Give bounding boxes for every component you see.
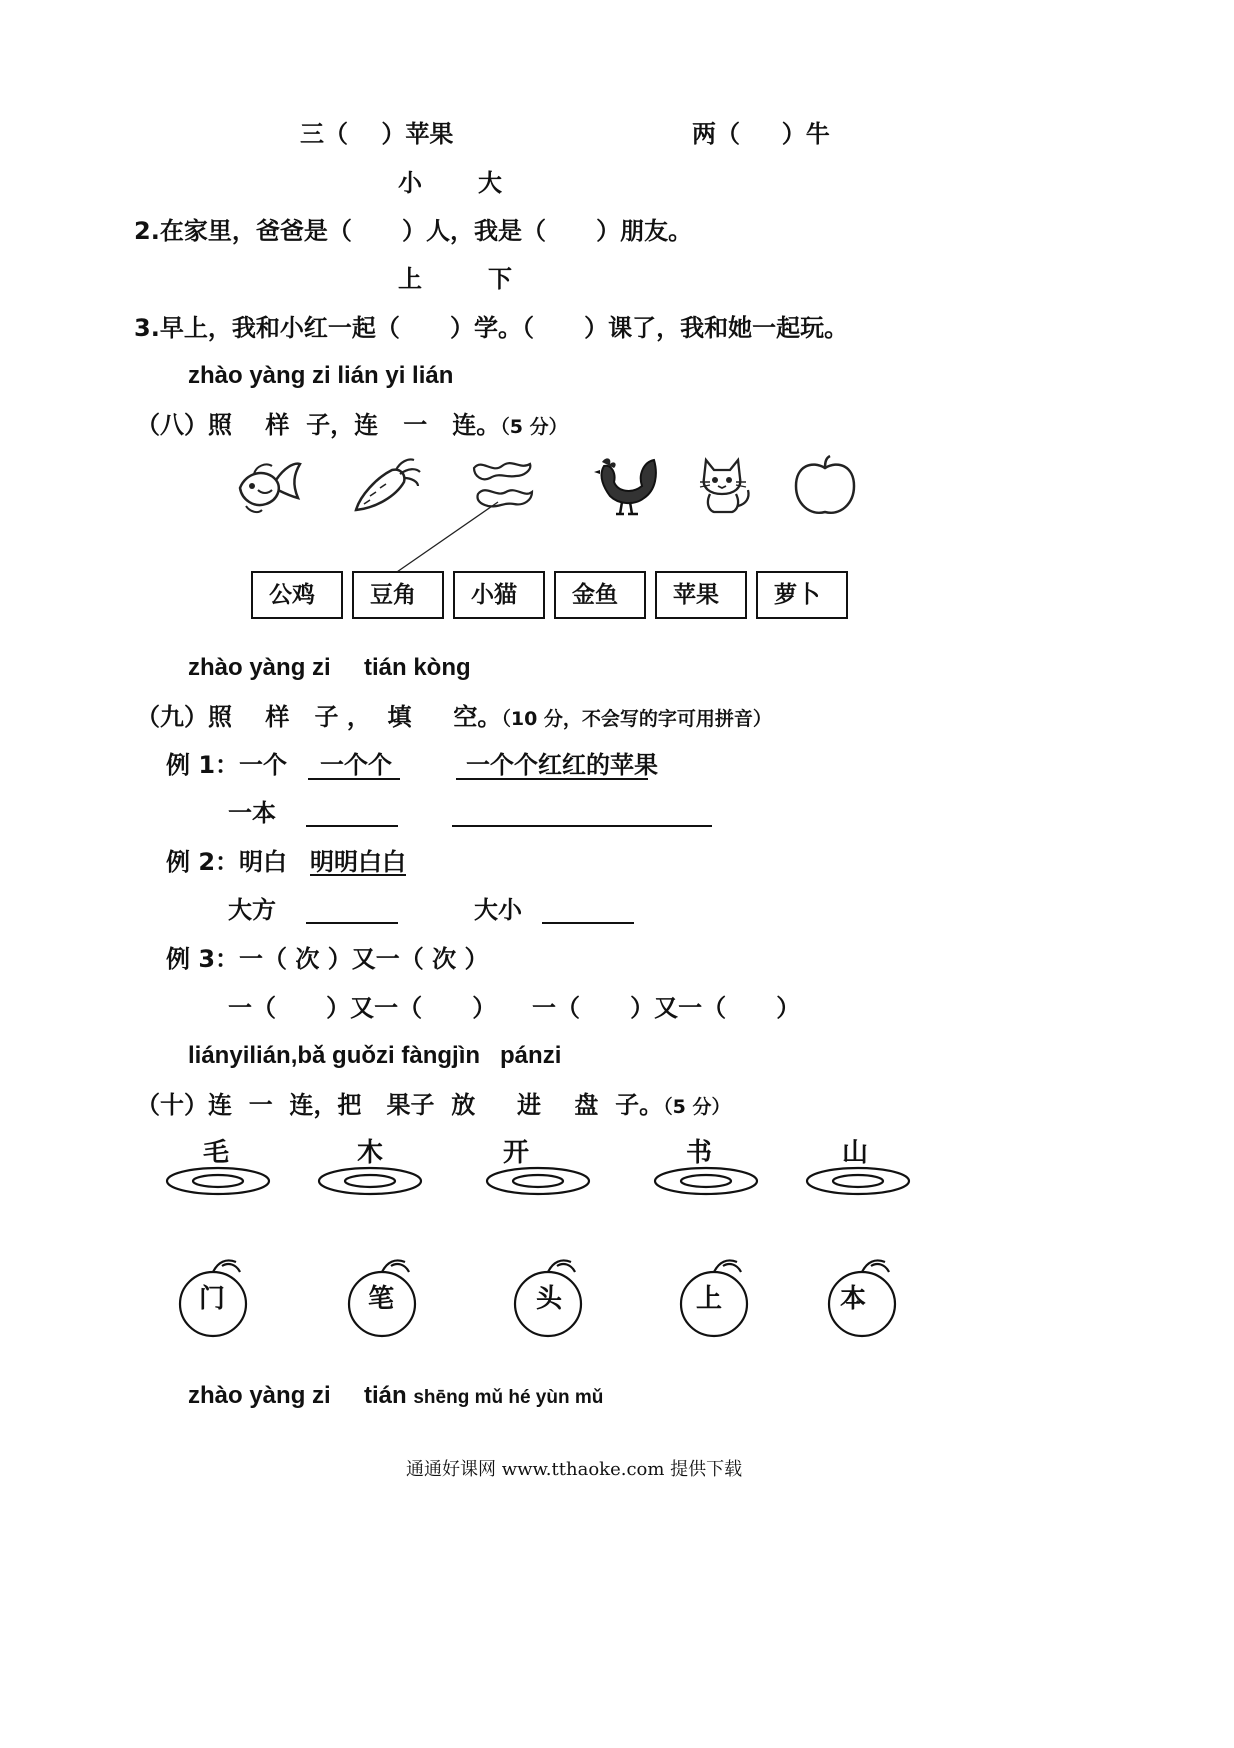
sec8-title-text: （八）照 样 子，连 一 连。 (136, 411, 501, 439)
plate-char-5[interactable]: 山 (842, 1138, 869, 1168)
fruit-char-2[interactable]: 笔 (368, 1284, 395, 1314)
q3-sentence: 3.早上，我和小红一起（ ）学。（ ）课了，我和她一起玩。 (134, 314, 849, 342)
next-pinyin-c: shēng mǔ hé yùn mǔ (413, 1387, 604, 1408)
ex2-label: 例 2：明白 (166, 848, 288, 876)
next-pinyin-b (364, 1384, 603, 1408)
word-box-apple[interactable]: 苹果 (655, 571, 747, 619)
sec9-pinyin-b: tián kòng (364, 654, 471, 681)
q2-option-1: 小 (398, 169, 422, 197)
q1-right-phrase: 两（ ）牛 (692, 120, 830, 148)
word-box-goldfish[interactable]: 金鱼 (554, 571, 646, 619)
q1-left-phrase: 三（ ）苹果 (300, 120, 454, 148)
ex1-answer-a: 一个个 (320, 751, 392, 779)
q9-2-word-b: 大小 (474, 896, 522, 924)
sec10-pinyin: liányilián,bǎ guǒzi fàngjìn pánzi (188, 1042, 562, 1069)
q2-sentence: 2.在家里，爸爸是（ ）人，我是（ ）朋友。 (134, 217, 693, 245)
q9-3-b: 一（ ）又一（ ） (532, 994, 801, 1022)
word-box-radish[interactable]: 萝卜 (756, 571, 848, 619)
footer-credit: 通通好课网 www.tthaoke.com 提供下载 (406, 1459, 743, 1480)
plate-char-3[interactable]: 开 (503, 1138, 530, 1168)
plate-char-4[interactable]: 书 (686, 1138, 713, 1168)
fruit-char-1[interactable]: 门 (199, 1284, 226, 1314)
sec10-points: （5 分） (663, 1096, 731, 1118)
next-pinyin-b-text: tián (364, 1382, 407, 1409)
sec9-title-text: （九）照 样 子 ， 填 空。 (136, 703, 502, 731)
sec9-pinyin-a: zhào yàng zi (188, 654, 331, 681)
q9-3-a: 一（ ）又一（ ） (228, 994, 497, 1022)
ex3-label: 例 3：一（ 次 ）又一（ 次 ） (166, 945, 489, 973)
plate-char-2[interactable]: 木 (357, 1138, 384, 1168)
fruit-char-4[interactable]: 上 (696, 1284, 723, 1314)
plate-icons (167, 1168, 909, 1194)
plate-char-1[interactable]: 毛 (203, 1138, 230, 1168)
sec8-pinyin: zhào yàng zi lián yi lián (188, 362, 454, 389)
sec9-points: （10 分，不会写的字可用拼音） (501, 708, 772, 730)
sec10-title-text: （十）连 一 连，把 果子 放 进 盘 子。 (136, 1091, 664, 1119)
ex1-answer-b: 一个个红红的苹果 (466, 751, 658, 779)
fruit-char-3[interactable]: 头 (536, 1284, 563, 1314)
q3-option-1: 上 (398, 265, 422, 293)
q9-2-word-a: 大方 (228, 896, 276, 924)
ex2-answer: 明明白白 (310, 848, 406, 876)
word-box-bean[interactable]: 豆角 (352, 571, 444, 619)
next-pinyin-a: zhào yàng zi (188, 1382, 331, 1409)
q3-option-2: 下 (488, 265, 512, 293)
fruit-char-5[interactable]: 本 (840, 1284, 867, 1314)
word-box-kitten[interactable]: 小猫 (453, 571, 545, 619)
ex1-label: 例 1：一个 (166, 751, 288, 779)
word-box-rooster[interactable]: 公鸡 (251, 571, 343, 619)
sec8-points: （5 分） (500, 416, 568, 438)
q2-option-2: 大 (478, 169, 502, 197)
q9-1-word: 一本 (228, 799, 276, 827)
